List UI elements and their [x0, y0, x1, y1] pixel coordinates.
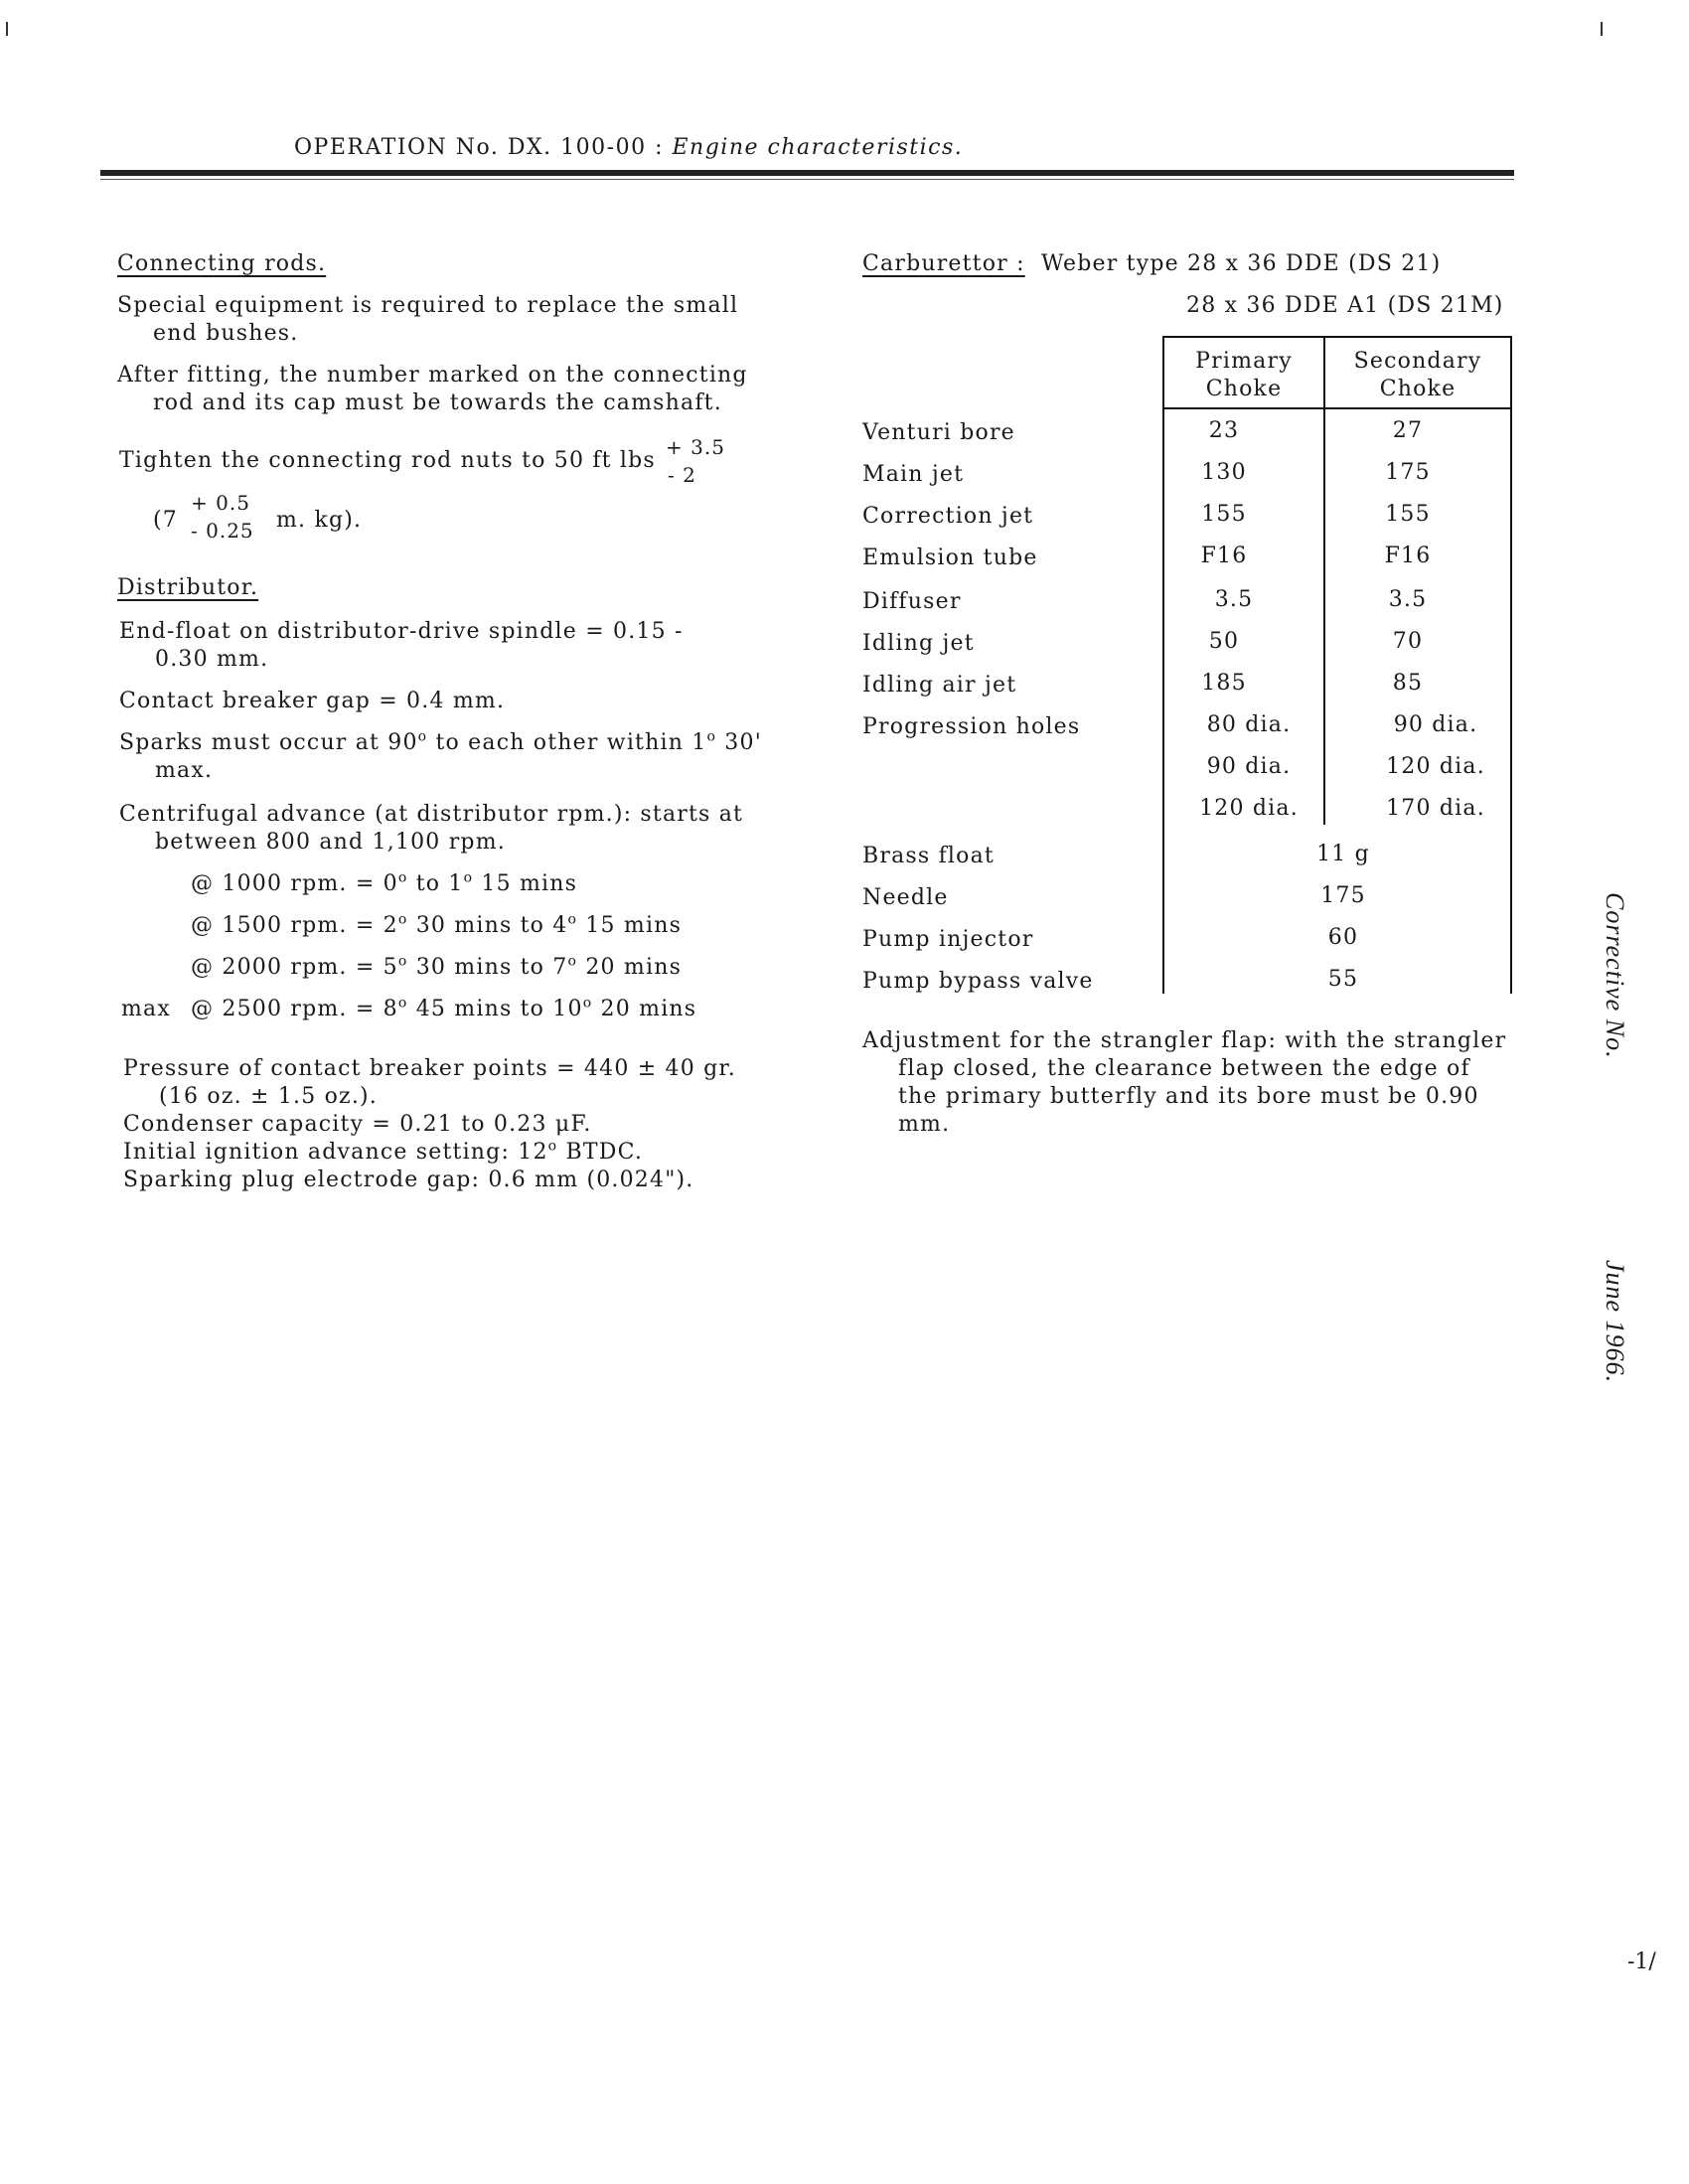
- merged-value: 11 g: [1316, 842, 1370, 866]
- row-label: Main jet: [862, 462, 965, 487]
- merged-value: 175: [1320, 883, 1366, 908]
- column-header-secondary: Secondary Choke: [1353, 349, 1482, 401]
- text-line: mm.: [898, 1112, 951, 1137]
- metric-tolerance-plus: + 0.5: [191, 491, 250, 515]
- primary-value: 80 dia.: [1206, 712, 1292, 737]
- torque-spec: Tighten the connecting rod nuts to 50 ft lbs: [119, 448, 656, 473]
- text-line: end bushes.: [153, 321, 299, 346]
- corrective-number-label: Corrective No.: [1601, 892, 1629, 1059]
- page-number: -1/: [1627, 1950, 1656, 1974]
- row-label: Idling jet: [862, 631, 975, 656]
- merged-value: 55: [1327, 967, 1359, 992]
- row-label: Venturi bore: [862, 420, 1015, 445]
- text-line: Sparks must occur at 90$^o$ to each other within 1$^o$ 30': [119, 728, 762, 755]
- row-label: Idling air jet: [862, 673, 1017, 698]
- text-line: Pressure of contact breaker points = 440 ± 40 gr.: [123, 1056, 736, 1081]
- advance-row: @ 2500 rpm. = $8^o$ 45 mins to 10$^o$ 20 mins: [191, 995, 697, 1021]
- primary-value: 185: [1201, 671, 1247, 696]
- tolerance-minus: - 2: [668, 463, 696, 487]
- merged-value: 60: [1327, 925, 1359, 950]
- page-header: [294, 135, 963, 160]
- advance-row: @ 1000 rpm. = $0^o$ to 1$^o$ 15 mins: [191, 869, 578, 896]
- header-rule-thin: [100, 179, 1514, 180]
- primary-value: 90 dia.: [1206, 754, 1292, 779]
- secondary-value: 170 dia.: [1386, 796, 1485, 821]
- primary-value: 130: [1201, 460, 1247, 485]
- secondary-value: 120 dia.: [1386, 754, 1485, 779]
- advance-row: @ 2000 rpm. = $5^o$ 30 mins to 7$^o$ 20 mins: [191, 953, 683, 980]
- metric-unit: m. kg).: [276, 508, 363, 533]
- row-label: Progression holes: [862, 714, 1081, 739]
- table-right-border: [1510, 336, 1512, 994]
- row-label: Pump injector: [862, 927, 1034, 952]
- primary-value: 155: [1201, 502, 1247, 527]
- text-line: the primary butterfly and its bore must be 0.90: [898, 1084, 1479, 1109]
- row-label: Correction jet: [862, 504, 1034, 529]
- text-line: flap closed, the clearance between the edge of: [898, 1056, 1470, 1081]
- table-top-border: [1162, 336, 1512, 338]
- text-line: After fitting, the number marked on the connecting: [117, 363, 748, 388]
- text-line: Sparking plug electrode gap: 0.6 mm (0.024").: [123, 1168, 694, 1192]
- text-line: (16 oz. ± 1.5 oz.).: [159, 1084, 379, 1109]
- text-line: Centrifugal advance (at distributor rpm.): starts at: [119, 802, 744, 827]
- row-label: Diffuser: [862, 589, 962, 614]
- connecting-rods-heading: Connecting rods.: [117, 251, 327, 276]
- text-line: Adjustment for the strangler flap: with the strangler: [862, 1028, 1507, 1053]
- distributor-heading: Distributor.: [117, 575, 259, 600]
- text-line: Special equipment is required to replace the small: [117, 293, 739, 318]
- revision-date: June 1966.: [1601, 1260, 1629, 1384]
- text-line: between 800 and 1,100 rpm.: [155, 830, 506, 855]
- row-label: Emulsion tube: [862, 546, 1038, 570]
- secondary-value: 85: [1392, 671, 1424, 696]
- operation-number: OPERATION No. DX. 100-00 :: [294, 135, 673, 160]
- secondary-value: 90 dia.: [1393, 712, 1478, 737]
- primary-value: 120 dia.: [1199, 796, 1299, 821]
- primary-value: 3.5: [1214, 587, 1254, 612]
- header-rule: [100, 170, 1514, 176]
- secondary-value: 175: [1385, 460, 1431, 485]
- row-label: Pump bypass valve: [862, 969, 1094, 994]
- advance-row: @ 1500 rpm. = $2^o$ 30 mins to 4$^o$ 15 mins: [191, 911, 683, 938]
- table-header-divider: [1162, 407, 1512, 409]
- secondary-value: 70: [1392, 629, 1424, 654]
- scan-mark: [1601, 22, 1603, 36]
- metric-tolerance-minus: - 0.25: [191, 519, 254, 543]
- text-line: max.: [155, 758, 214, 783]
- text-line: rod and its cap must be towards the camshaft.: [153, 390, 722, 415]
- tolerance-plus: + 3.5: [666, 435, 725, 459]
- text-line: Condenser capacity = 0.21 to 0.23 μF.: [123, 1112, 592, 1137]
- carburettor-type-2: 28 x 36 DDE A1 (DS 21M): [1186, 293, 1504, 318]
- secondary-value: 27: [1392, 418, 1424, 443]
- metric-open: (7: [153, 508, 178, 533]
- advance-row-max-label: max: [121, 997, 171, 1021]
- text-line: Contact breaker gap = 0.4 mm.: [119, 689, 506, 713]
- carburettor-type-1: Weber type 28 x 36 DDE (DS 21): [1041, 251, 1442, 276]
- text-line: Initial ignition advance setting: 12$^o$ BTDC.: [123, 1138, 644, 1165]
- primary-value: F16: [1200, 544, 1248, 568]
- table-column-divider: [1323, 336, 1325, 825]
- text-line: End-float on distributor-drive spindle = 0.15 -: [119, 619, 684, 644]
- primary-value: 50: [1208, 629, 1240, 654]
- scan-mark: [6, 22, 8, 36]
- primary-value: 23: [1208, 418, 1240, 443]
- operation-subject: Engine characteristics.: [672, 135, 964, 160]
- text-line: 0.30 mm.: [155, 647, 269, 672]
- column-header-primary: Primary Choke: [1195, 349, 1293, 401]
- row-label: Needle: [862, 885, 949, 910]
- secondary-value: F16: [1384, 544, 1432, 568]
- secondary-value: 155: [1385, 502, 1431, 527]
- row-label: Brass float: [862, 844, 995, 868]
- secondary-value: 3.5: [1388, 587, 1428, 612]
- carburettor-label: Carburettor :: [862, 251, 1025, 276]
